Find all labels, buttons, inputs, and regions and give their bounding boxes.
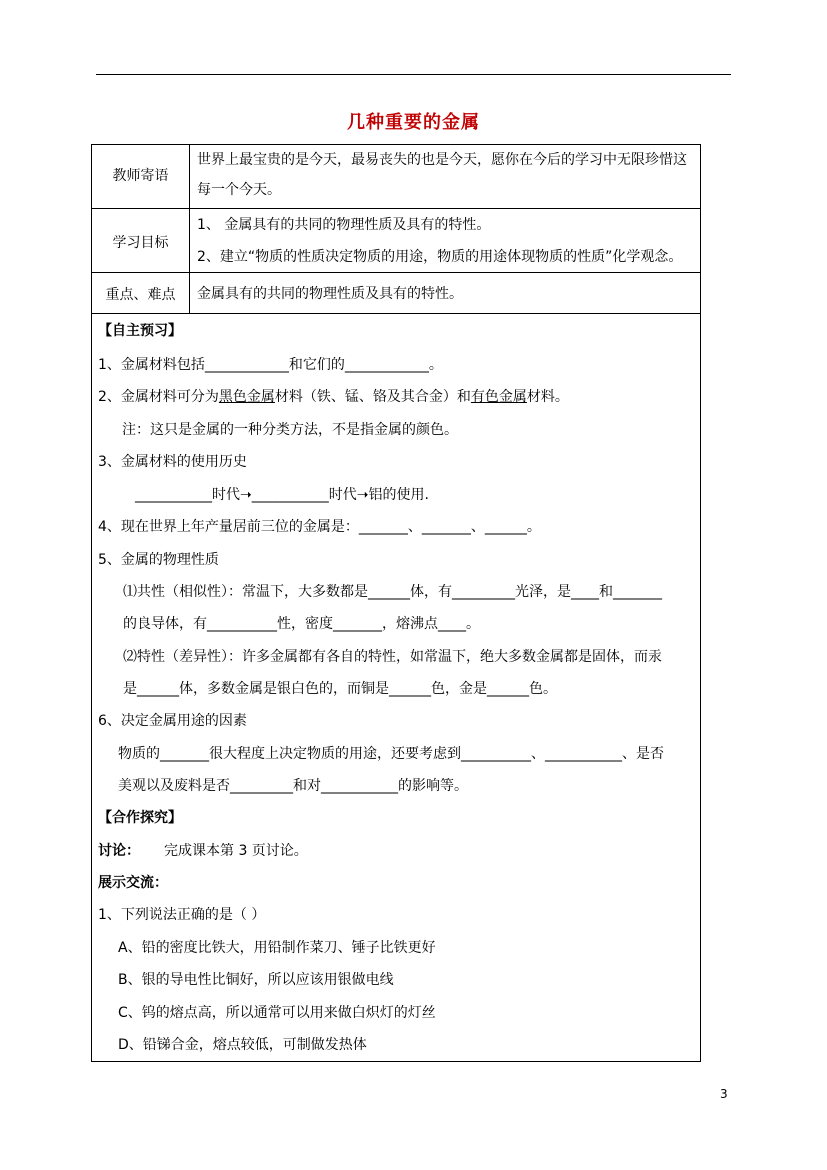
option-b: B、银的导电性比铜好，所以应该用银做电线 [118,972,394,988]
show-label: 展示交流： [98,875,168,891]
option-d: D、铅锑合金，熔点较低，可制做发热体 [118,1037,367,1053]
preview-q3: 3、金属材料的使用历史 [98,454,247,470]
preview-q5: 5、金属的物理性质 [98,552,219,568]
preview-q5-common-2: 的良导体，有__________性，密度_______，熔沸点____。 [123,616,480,632]
document-title: 几种重要的金属 [347,112,480,133]
preview-q3-timeline: ___________时代➝___________时代➝铝的使用. [135,487,429,503]
preview-q5-special-2: 是______体，多数金属是银白色的，而铜是______色，金是______色。 [123,681,557,697]
preview-note: 注：这只是金属的一种分类方法，不是指金属的颜色。 [122,422,458,438]
section-heading-preview: 【自主预习】 [98,323,182,339]
content-table [91,144,701,1062]
key-points-text: 金属具有的共同的物理性质及具有的特性。 [197,286,463,302]
row-divider-3 [92,313,700,314]
preview-q4: 4、现在世界上年产量居前三位的金属是：_______、_______、______。 [98,519,541,535]
exercise-question-1: 1、下列说法正确的是（ ） [98,907,266,923]
learning-goal-1: 1、 金属具有的共同的物理性质及具有的特性。 [197,217,491,233]
preview-q6-line-1: 物质的_______很大程度上决定物质的用途，还要考虑到__________、___________、是否 [118,746,664,762]
preview-q6-line-2: 美观以及废料是否_________和对___________的影响等。 [118,778,468,794]
option-c: C、钨的熔点高，所以通常可以用来做白炽灯的灯丝 [118,1005,436,1021]
section-heading-explore: 【合作探究】 [98,810,182,826]
header-rule [96,74,731,75]
preview-q5-common-1: ⑴共性（相似性）：常温下，大多数都是______体，有_________光泽，是____和_______ [123,584,662,600]
preview-q5-special-1: ⑵特性（差异性）：许多金属都有各自的特性，如常温下，绝大多数金属都是固体，而汞 [123,649,662,665]
row-divider-2 [92,272,700,273]
label-learning-goals: 学习目标 [112,235,169,251]
discuss-text: 完成课本第 3 页讨论。 [164,843,308,859]
label-teacher-message: 教师寄语 [112,168,169,184]
discuss-label: 讨论： [98,843,140,859]
preview-q2: 2、金属材料可分为黑色金属材料（铁、锰、铬及其合金）和有色金属材料。 [98,389,569,405]
teacher-message-text: 世界上最宝贵的是今天，最易丧失的也是今天，愿你在今后的学习中无限珍惜这每一个今天。 [197,152,687,198]
row-divider-1 [92,208,700,209]
label-column-divider [189,145,190,313]
option-a: A、铅的密度比铁大，用铅制作菜刀、锤子比铁更好 [118,940,436,956]
label-key-points: 重点、难点 [105,287,176,303]
learning-goal-2: 2、建立“物质的性质决定物质的用途，物质的用途体现物质的性质”化学观念。 [197,249,683,265]
page-number: 3 [720,1087,728,1101]
preview-q6: 6、决定金属用途的因素 [98,713,247,729]
preview-q1: 1、金属材料包括____________和它们的____________。 [98,357,443,373]
